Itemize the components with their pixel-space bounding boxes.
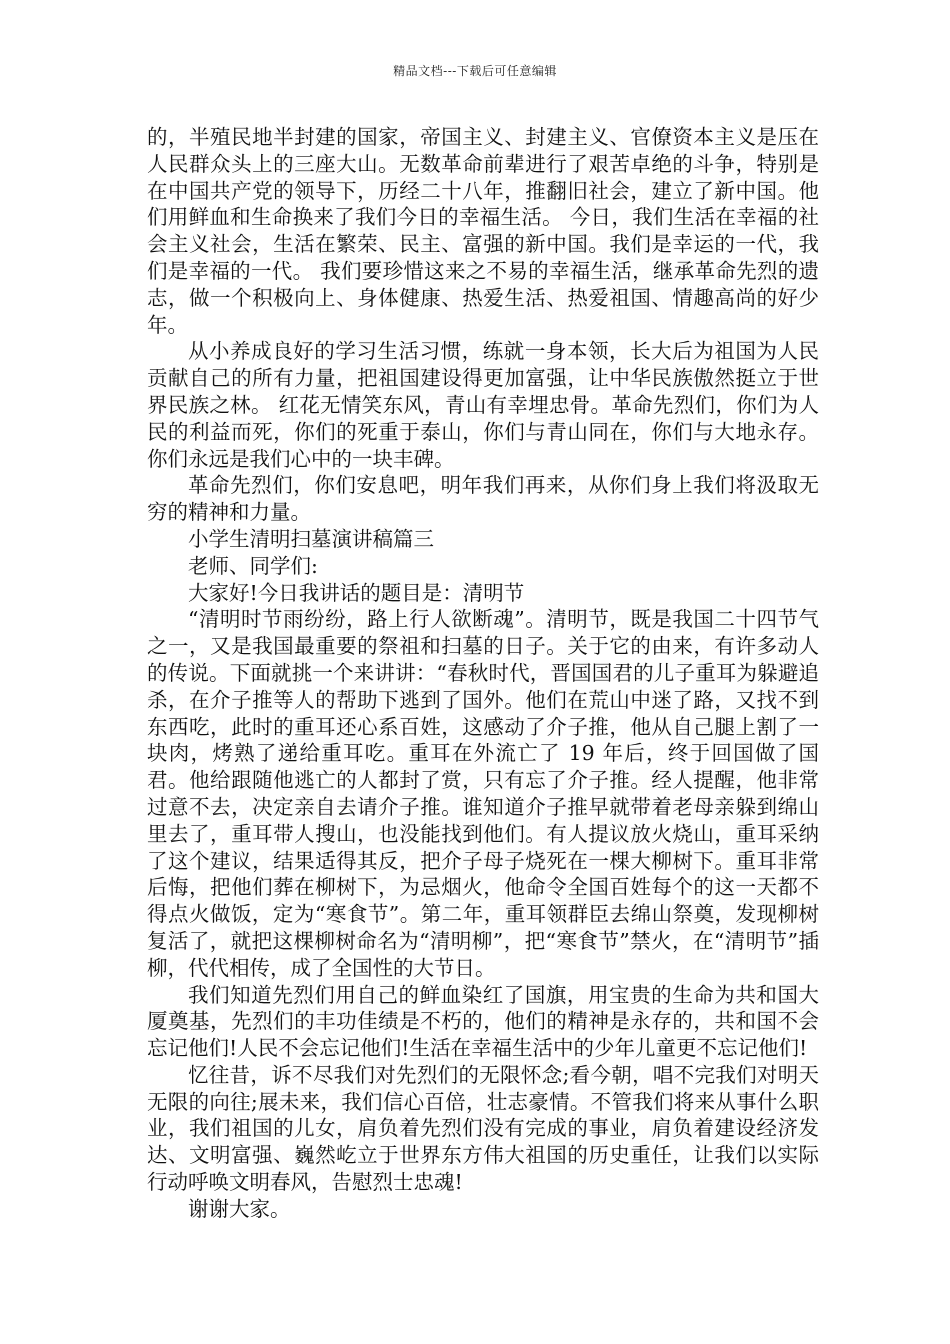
paragraph-future: 忆往昔，诉不尽我们对先烈们的无限怀念;看今朝，唱不完我们对明天无限的向往;展未来，我们信心百倍，壮志豪情。不管我们将来从事什么职业，我们祖国的儿女，肩负着先烈们没有完成的事业，肩负着建设经济发达、文明富强、巍然屹立于世界东方伟大祖国的历史重任，让我们以实际行动呼唤文明春风，告慰烈士忠魂! <box>147 1062 819 1195</box>
closing: 谢谢大家。 <box>188 1196 291 1221</box>
page-header: 精品文档---下载后可任意编辑 <box>393 64 557 78</box>
paragraph-3: 革命先烈们，你们安息吧，明年我们再来，从你们身上我们将汲取无穷的精神和力量。 <box>147 473 819 525</box>
paragraph-2: 从小养成良好的学习生活习惯，练就一身本领，长大后为祖国为人民贡献自己的所有力量，把祖国建设得更加富强，让中华民族傲然挺立于世界民族之林。 红花无情笑东风，青山有幸埋忠骨。革命先烈们，你们为人民的利益而死，你们的死重于泰山，你们与青山同在，你们与大地永存。你们永远是我们心中的一块丰碑。 <box>147 339 819 471</box>
greeting: 大家好!今日我讲话的题目是：清明节 <box>188 580 525 605</box>
paragraph-1: 的，半殖民地半封建的国家，帝国主义、封建主义、官僚资本主义是压在人民群众头上的三座大山。无数革命前辈进行了艰苦卓绝的斗争，特别是在中国共产党的领导下，历经二十八年，推翻旧社会，建立了新中国。他们用鲜血和生命换来了我们今日的幸福生活。 今日，我们生活在幸福的社会主义社会，生活在繁荣、民主、富强的新中国。我们是幸运的一代，我们是幸福的一代。 我们要珍惜这来之不易的幸福生活，继承革命先烈的遗志，做一个积极向上、身体健康、热爱生活、热爱祖国、情趣高尚的好少年。 <box>147 125 819 337</box>
document-body <box>147 124 819 1223</box>
paragraph-martyrs: 我们知道先烈们用自己的鲜血染红了国旗，用宝贵的生命为共和国大厦奠基，先烈们的丰功佳绩是不朽的，他们的精神是永存的，共和国不会忘记他们!人民不会忘记他们!生活在幸福生活中的少年儿童更不忘记他们! <box>147 982 819 1061</box>
salutation: 老师、同学们: <box>188 553 318 578</box>
paragraph-story: “清明时节雨纷纷，路上行人欲断魂”。清明节，既是我国二十四节气之一，又是我国最重要的祭祖和扫墓的日子。关于它的由来，有许多动人的传说。下面就挑一个来讲讲：“春秋时代，晋国国君的儿子重耳为躲避追杀，在介子推等人的帮助下逃到了国外。他们在荒山中迷了路，又找不到东西吃，此时的重耳还心系百姓，这感动了介子推，他从自己腿上割了一块肉，烤熟了递给重耳吃。重耳在外流亡了 19 年后，终于回国做了国君。他给跟随他逃亡的人都封了赏，只有忘了介子推。经人提醒，他非常过意不去，决定亲自去请介子推。谁知道介子推早就带着老母亲躲到绵山里去了，重耳带人搜山，也没能找到他们。有人提议放火烧山，重耳采纳了这个建议，结果适得其反，把介子母子烧死在一棵大柳树下。重耳非常后悔，把他们葬在柳树下，为忌烟火，他命令全国百姓每个的这一天都不得点火做饭，定为“寒食节”。第二年，重耳领群臣去绵山祭奠，发现柳树复活了，就把这棵柳树命名为“清明柳”，把“寒食节”禁火，在“清明节”插柳，代代相传，成了全国性的大节日。 <box>147 607 819 980</box>
section-title: 小学生清明扫墓演讲稿篇三 <box>188 526 434 551</box>
